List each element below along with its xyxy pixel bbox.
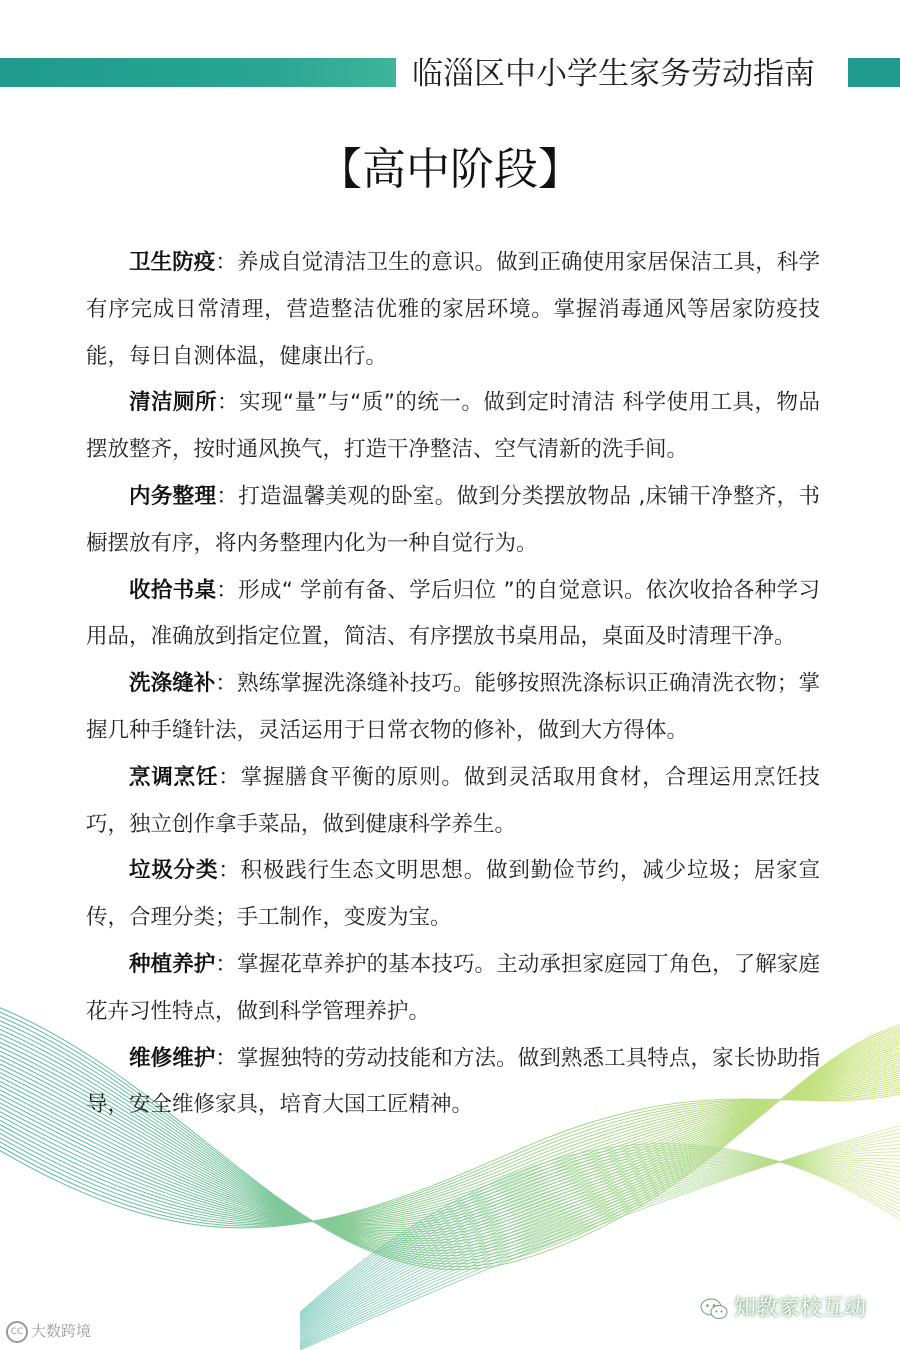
guide-term: 洗涤缝补: [129, 671, 216, 697]
wave-line: [300, 1146, 900, 1314]
wave-line: [300, 1148, 900, 1315]
guide-separator: ：: [215, 1045, 237, 1071]
header-accent-bar-right: [848, 58, 900, 87]
guide-text: 积极践行生态文明思想。做到勤俭节约，减少垃圾；居家宣传，合理分类；手工制作，变废为宝。: [86, 858, 820, 931]
guide-term: 卫生防疫: [129, 250, 216, 275]
watermark-right-text: 知教家校互动: [734, 1296, 867, 1321]
guide-term: 种植养护: [129, 951, 216, 977]
guide-text: 实现“量”与“质”的统一。做到定时清洁 科学使用工具，物品摆放整齐，按时通风换气，打造干净整洁、空气清新的洗手间。: [86, 390, 820, 463]
header-title: 临淄区中小学生家务劳动指南: [412, 56, 815, 92]
guide-separator: ：: [215, 671, 237, 697]
guide-paragraph: [86, 755, 820, 849]
guide-paragraph: [86, 380, 820, 474]
watermark-left: [6, 1318, 91, 1344]
watermark-right: [700, 1292, 866, 1326]
guide-content: [86, 240, 820, 1129]
guide-term: 维修维护: [129, 1045, 216, 1071]
guide-paragraph: [86, 942, 820, 1036]
guide-term: 烹调烹饪: [129, 764, 219, 790]
watermark-left-text: 大数跨境: [31, 1322, 92, 1340]
guide-paragraph: [86, 474, 820, 568]
wechat-icon: [700, 1298, 728, 1320]
guide-paragraph: [86, 1036, 820, 1130]
guide-paragraph: [86, 661, 820, 755]
guide-text: 掌握膳食平衡的原则。做到灵活取用食材，合理运用烹饪技巧，独立创作拿手菜品，做到健康科学养生。: [86, 764, 820, 837]
guide-separator: ：: [215, 250, 237, 275]
guide-paragraph: [86, 568, 820, 662]
guide-term: 内务整理: [129, 483, 217, 509]
guide-term: 收拾书桌: [129, 577, 217, 603]
wave-line: [300, 1144, 900, 1313]
cc-icon: CC: [6, 1321, 28, 1343]
guide-separator: ：: [216, 483, 239, 509]
guide-separator: ：: [216, 390, 239, 416]
guide-separator: ：: [215, 951, 237, 977]
guide-paragraph: [86, 240, 820, 380]
guide-text: 养成自觉清洁卫生的意识。做到正确使用家居保洁工具，科学有序完成日常清理，营造整洁优雅的家居环境。掌握消毒通风等居家防疫技能，每日自测体温，健康出行。: [86, 250, 820, 369]
guide-text: 熟练掌握洗涤缝补技巧。能够按照洗涤标识正确清洗衣物；掌握几种手缝针法，灵活运用于日常衣物的修补，做到大方得体。: [86, 671, 820, 743]
guide-text: 掌握花草养护的基本技巧。主动承担家庭园丁角色，了解家庭花卉习性特点，做到科学管理养护。: [86, 951, 820, 1024]
guide-paragraph: [86, 848, 820, 942]
guide-term: 清洁厕所: [129, 390, 217, 416]
guide-text: 形成“ 学前有备、学后归位 ”的自觉意识。依次收拾各种学习用品，准确放到指定位置，简洁、有序摆放书桌用品，桌面及时清理干净。: [86, 577, 820, 650]
guide-separator: ：: [216, 577, 239, 603]
header-accent-bar-left: [0, 58, 396, 87]
guide-text: 掌握独特的劳动技能和方法。做到熟悉工具特点，家长协助指导，安全维修家具，培育大国工匠精神。: [86, 1045, 820, 1118]
guide-separator: ：: [218, 858, 241, 884]
guide-text: 打造温馨美观的卧室。做到分类摆放物品 ,床铺干净整齐，书橱摆放有序，将内务整理内化为一种自觉行为。: [86, 483, 820, 556]
guide-separator: ：: [218, 764, 241, 790]
section-title: 【高中阶段】: [318, 144, 582, 195]
guide-term: 垃圾分类: [129, 858, 219, 884]
